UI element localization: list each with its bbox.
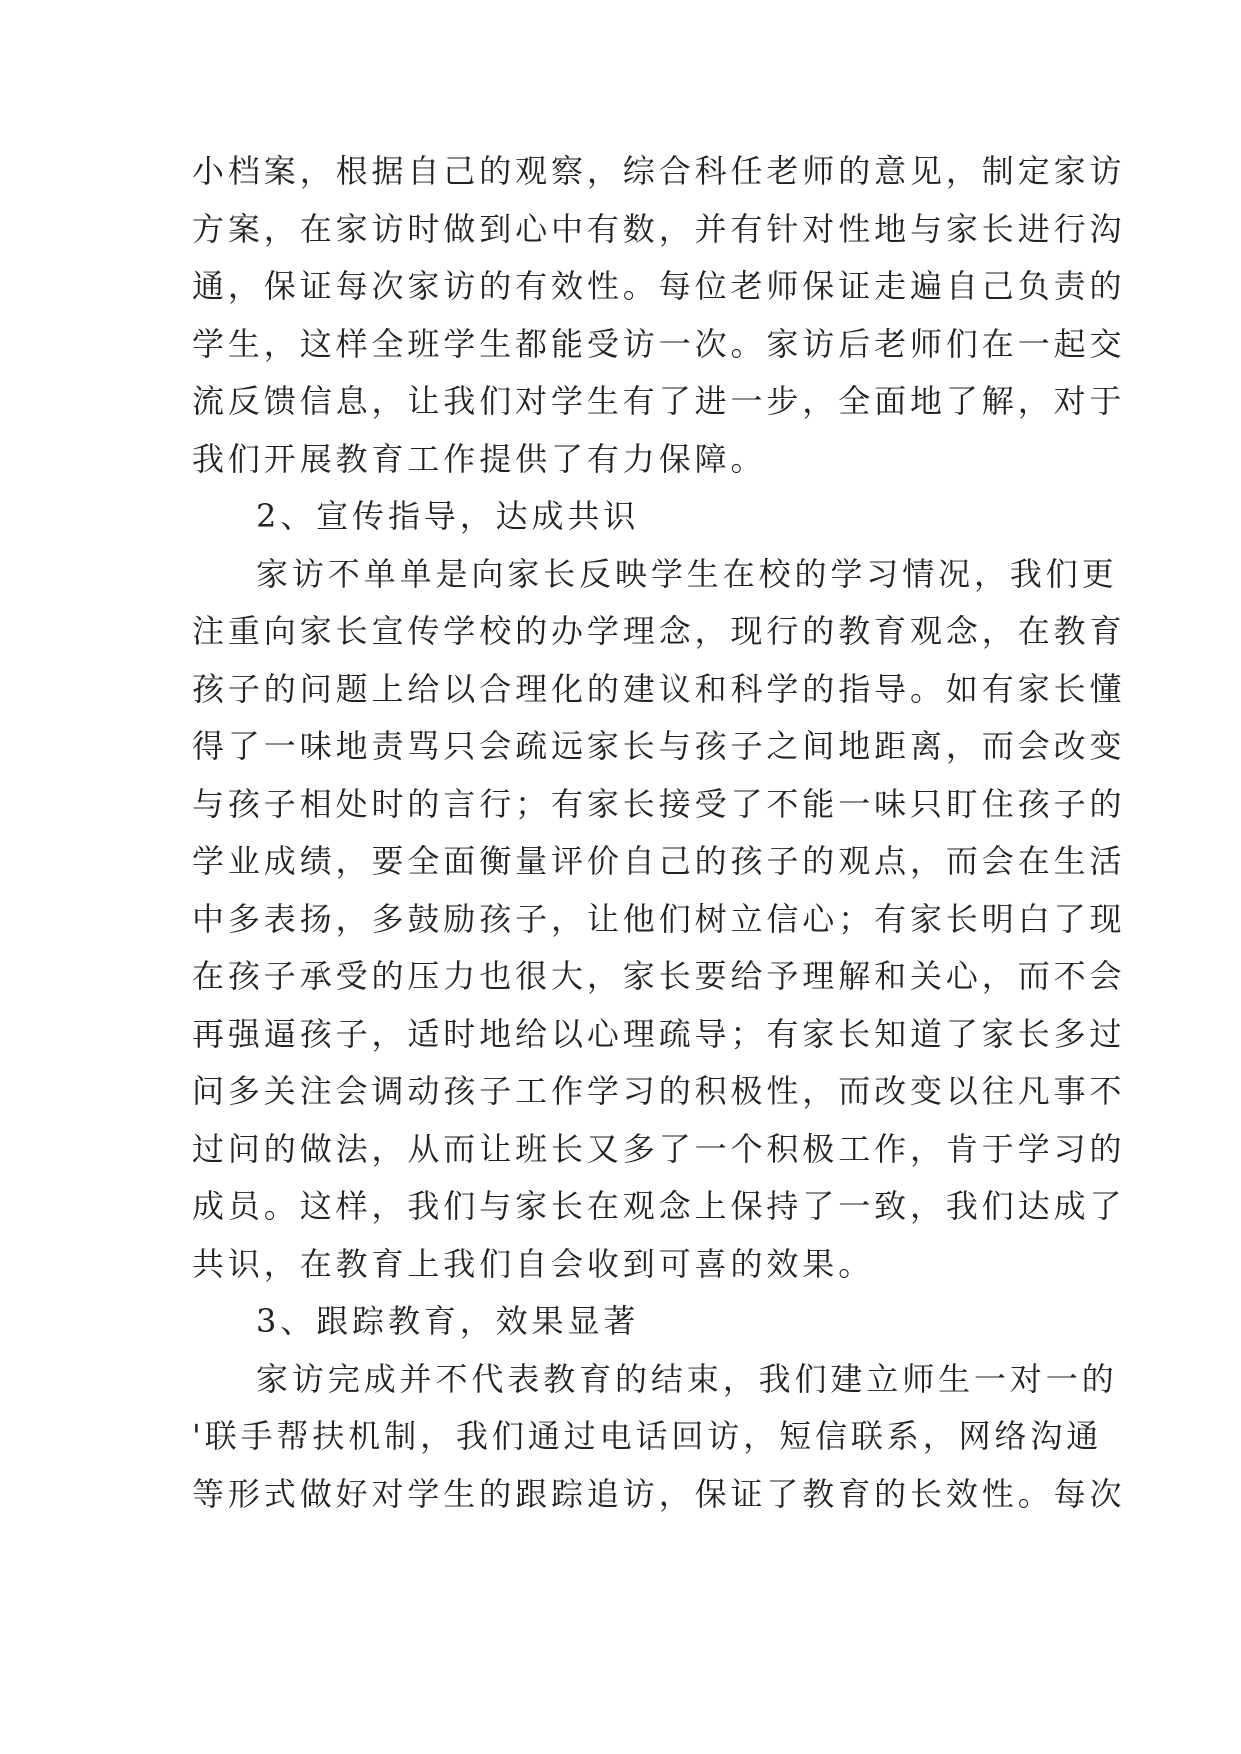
text-line: 方案，在家访时做到心中有数，并有针对性地与家长进行沟	[192, 209, 1126, 248]
text-line: 与孩子相处时的言行；有家长接受了不能一味只盯住孩子的	[192, 784, 1126, 823]
text-line: 家访完成并不代表教育的结束，我们建立师生一对一的	[256, 1359, 1118, 1398]
text-line: 得了一味地责骂只会疏远家长与孩子之间地距离，而会改变	[192, 727, 1126, 765]
text-line: 我们开展教育工作提供了有力保障。	[192, 439, 767, 478]
section-heading: 3、跟踪教育，效果显著	[256, 1302, 640, 1340]
text-line: 等形式做好对学生的跟踪追访，保证了教育的长效性。每次	[192, 1474, 1126, 1513]
text-line: 过问的做法，从而让班长又多了一个积极工作，肯于学习的	[192, 1129, 1126, 1168]
text-line: 在孩子承受的压力也很大，家长要给予理解和关心，而不会	[192, 957, 1126, 995]
text-line: 中多表扬，多鼓励孩子，让他们树立信心；有家长明白了现	[192, 899, 1126, 938]
text-line: '联手帮扶机制，我们通过电话回访，短信联系，网络沟通	[192, 1417, 1103, 1455]
text-line: 共识，在教育上我们自会收到可喜的效果。	[192, 1244, 875, 1283]
text-line: 孩子的问题上给以合理化的建议和科学的指导。如有家长懂	[192, 669, 1126, 708]
text-line: 家访不单单是向家长反映学生在校的学习情况，我们更	[256, 554, 1118, 593]
text-line: 通，保证每次家访的有效性。每位老师保证走遍自己负责的	[192, 267, 1126, 305]
section-heading: 2、宣传指导，达成共识	[256, 497, 640, 535]
text-line: 小档案，根据自己的观察，综合科任老师的意见，制定家访	[192, 152, 1126, 190]
text-line: 学生，这样全班学生都能受访一次。家访后老师们在一起交	[192, 324, 1126, 363]
text-line: 注重向家长宣传学校的办学理念，现行的教育观念，在教育	[192, 612, 1126, 650]
text-line: 流反馈信息，让我们对学生有了进一步，全面地了解，对于	[192, 382, 1126, 420]
text-line: 成员。这样，我们与家长在观念上保持了一致，我们达成了	[192, 1187, 1126, 1225]
text-line: 学业成绩，要全面衡量评价自己的孩子的观点，而会在生活	[192, 842, 1126, 880]
text-line: 再强逼孩子，适时地给以心理疏导；有家长知道了家长多过	[192, 1014, 1126, 1053]
text-line: 问多关注会调动孩子工作学习的积极性，而改变以往凡事不	[192, 1072, 1126, 1110]
body-text	[192, 143, 1126, 1523]
